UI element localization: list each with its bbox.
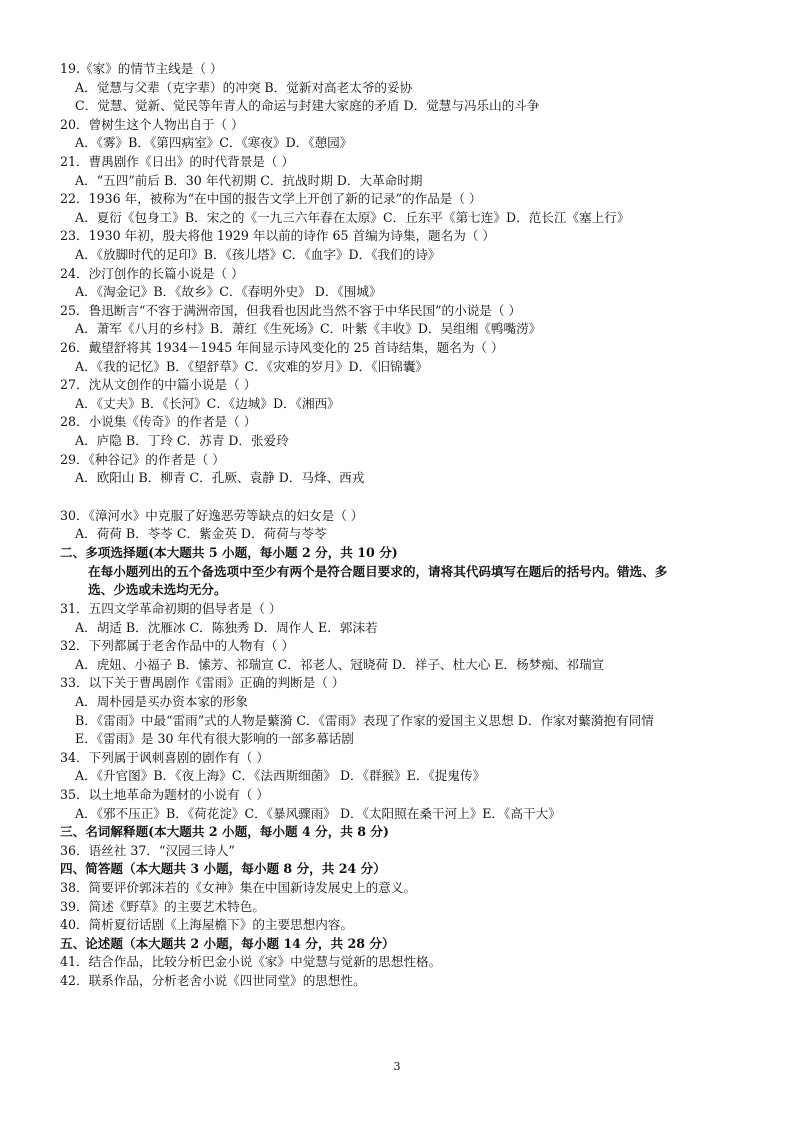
question-33: 33．以下关于曹禺剧作《雷雨》正确的判断是（ ）	[60, 675, 345, 690]
question-30: 30．《漳河水》中克服了好逸恶劳等缺点的妇女是（ ）	[60, 508, 364, 523]
question-24: 24．沙汀创作的长篇小说是（ ）	[60, 266, 244, 281]
question-22-options: A．夏衍《包身工》B．宋之的《一九三六年春在太原》C．丘东平《第七连》D．范长江《塞上行》	[75, 210, 630, 225]
question-19: 19.《家》的情节主线是（ ）	[60, 61, 223, 76]
question-34: 34．下列属于讽刺喜剧的剧作有（ ）	[60, 750, 269, 765]
question-33-options-bcd: B．《雷雨》中最“雷雨”式的人物是蘩漪 C．《雷雨》表现了作家的爱国主义思想 D．作家对蘩漪抱有同情	[75, 713, 654, 728]
question-25-options: A．萧军《八月的乡村》B．萧红《生死场》C．叶紫《丰收》D．吴组缃《鸭嘴涝》	[75, 321, 542, 336]
section-2-instructions-line1: 在每小题列出的五个备选项中至少有两个是符合题目要求的，请将其代码填写在题后的括号内。错选、多	[88, 564, 668, 579]
question-29: 29．《种谷记》的作者是（ ）	[60, 452, 225, 467]
question-31: 31．五四文学革命初期的倡导者是（ ）	[60, 601, 282, 616]
question-40: 40．简析夏衍话剧《上海屋檐下》的主要思想内容。	[60, 917, 354, 932]
question-35: 35．以土地革命为题材的小说有（ ）	[60, 787, 269, 802]
section-3-heading: 三、名词解释题(本大题共 2 小题，每小题 4 分，共 8 分)	[60, 824, 389, 839]
question-30-options: A．荷荷 B．苓苓 C．紫金英 D．荷荷与苓苓	[75, 526, 327, 541]
question-20-options: A．《雾》B．《第四病室》C．《寒夜》D．《憩园》	[75, 135, 353, 150]
question-19-options-cd: C．觉慧、觉新、觉民等年青人的命运与封建大家庭的矛盾 D．觉慧与冯乐山的斗争	[75, 98, 540, 113]
question-28: 28．小说集《传奇》的作者是（ ）	[60, 414, 257, 429]
question-27-options: A．《丈夫》B．《长河》C．《边城》D．《湘西》	[75, 396, 340, 411]
question-33-option-e: E．《雷雨》是 30 年代有很大影响的一部多幕话剧	[75, 731, 354, 746]
question-41: 41．结合作品，比较分析巴金小说《家》中觉慧与觉新的思想性格。	[60, 954, 442, 969]
question-39: 39．简述《野草》的主要艺术特色。	[60, 899, 265, 914]
question-38: 38．简要评价郭沫若的《女神》集在中国新诗发展史上的意义。	[60, 880, 417, 895]
question-21-options: A．“五四”前后 B．30 年代初期 C．抗战时期 D．大革命时期	[75, 173, 423, 188]
question-27: 27．沈从文创作的中篇小说是（ ）	[60, 377, 257, 392]
section-4-heading: 四、简答题（本大题共 3 小题，每小题 8 分，共 24 分）	[60, 861, 386, 876]
question-31-options: A．胡适 B．沈雁冰 C．陈独秀 D．周作人 E．郭沫若	[75, 620, 378, 635]
question-36-37: 36．语丝社 37．“汉园三诗人”	[60, 843, 235, 858]
section-5-heading: 五、论述题（本大题共 2 小题，每小题 14 分，共 28 分）	[60, 936, 395, 951]
question-24-options: A．《淘金记》B．《故乡》C．《春明外史》 D．《围城》	[75, 284, 382, 299]
question-20: 20．曾树生这个人物出自于（ ）	[60, 117, 244, 132]
question-33-option-a: A．周朴园是买办资本家的形象	[75, 694, 248, 709]
question-35-options: A．《邪不压正》B．《荷花淀》C．《暴风骤雨》 D．《太阳照在桑干河上》E．《高干大》	[75, 806, 561, 821]
section-2-heading: 二、多项选择题(本大题共 5 小题，每小题 2 分，共 10 分)	[60, 545, 398, 560]
question-25: 25．鲁迅断言“不容于满洲帝国，但我看也因此当然不容于中华民国”的小说是（ ）	[60, 303, 522, 318]
section-2-instructions-line2: 选、少选或未选均无分。	[88, 582, 227, 597]
page-number: 3	[393, 1060, 401, 1073]
question-28-options: A．庐隐 B．丁玲 C．苏青 D．张爱玲	[75, 433, 289, 448]
question-19-options-ab: A．觉慧与父辈（克字辈）的冲突 B．觉新对高老太爷的妥协	[75, 80, 413, 95]
question-34-options: A．《升官图》B．《夜上海》C．《法西斯细菌》 D．《群猴》E．《捉鬼传》	[75, 768, 486, 783]
question-42: 42．联系作品，分析老舍小说《四世同堂》的思想性。	[60, 973, 366, 988]
question-23-options: A．《放脚时代的足印》B．《孩儿塔》C．《血字》D．《我们的诗》	[75, 247, 441, 262]
question-32-options: A．虎妞、小福子 B．愫芳、祁瑞宣 C．祁老人、冠晓荷 D．祥子、杜大心 E．杨梦痴、祁瑞宣	[75, 657, 605, 672]
question-26: 26．戴望舒将其 1934－1945 年间显示诗风变化的 25 首诗结集，题名为（ ）	[60, 340, 504, 355]
question-23: 23．1930 年初，殷夫将他 1929 年以前的诗作 65 首编为诗集，题名为（ ）	[60, 228, 496, 243]
question-26-options: A．《我的记忆》B．《望舒草》C．《灾难的岁月》D．《旧锦囊》	[75, 359, 428, 374]
question-21: 21．曹禺剧作《日出》的时代背景是（ ）	[60, 154, 295, 169]
question-32: 32．下列都属于老舍作品中的人物有（ ）	[60, 638, 295, 653]
question-22: 22．1936 年，被称为“在中国的报告文学上开创了新的记录”的作品是（ ）	[60, 191, 482, 206]
question-29-options: A．欧阳山 B．柳青 C．孔厥、袁静 D．马烽、西戎	[75, 470, 365, 485]
